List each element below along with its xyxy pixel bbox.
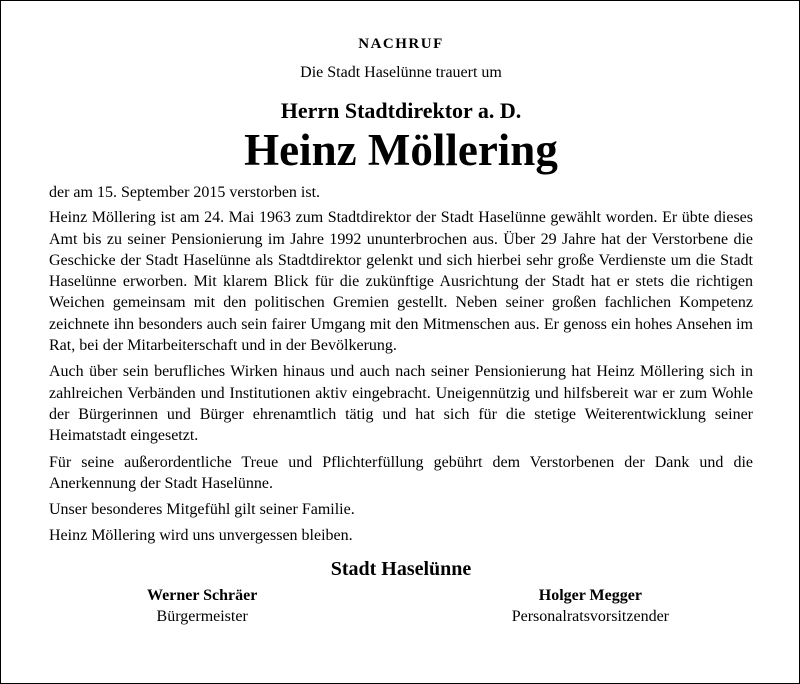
- death-date-line: der am 15. September 2015 verstorben ist.: [49, 184, 321, 201]
- paragraph-remembrance: Heinz Möllering wird uns unvergessen bleiben.: [49, 527, 353, 545]
- signer-staff-council: [512, 585, 669, 627]
- signer-mayor: [147, 585, 257, 627]
- deceased-title: Herrn Stadtdirektor a. D.: [280, 98, 522, 123]
- deceased-name: Heinz Möllering: [244, 125, 558, 175]
- signer-role: Personalratsvorsitzender: [511, 607, 669, 625]
- paragraph-career: Heinz Möllering ist am 24. Mai 1963 zum Stadtdirektor der Stadt Haselünne gewählt worden. Er übte dieses Amt bis zu seiner Pensionierung im Jahre 1992 ununterbrochen aus. Über 29 Jahre hat der Verstorbene die Geschicke der Stadt Haselünne als Stadtdirektor gelenkt und sich hierbei sehr große Verdienste um die Stadt Haselünne erworben. Mit klarem Blick für die zukünftige Ausrichtung der Stadt hat er stets die richtigen Weichen gemeinsam mit den politischen Gremien gestellt. Neben seiner großen fachlichen Kompetenz zeichnete ihn besonders auch sein fairer Umgang mit den Mitmenschen aus. Er genoss ein hohes Ansehen im Rat, bei der Mitarbeiterschaft und in der Bevölkerung.: [49, 209, 753, 355]
- signer-role: Bürgermeister: [156, 607, 248, 625]
- paragraph-gratitude: Für seine außerordentliche Treue und Pflichterfüllung gebührt dem Verstorbenen der Dank und die Anerkennung der Stadt Haselünne.: [49, 453, 753, 492]
- signatories: [49, 585, 753, 627]
- organization-name: Stadt Haselünne: [330, 557, 472, 580]
- paragraph-volunteering: Auch über sein berufliches Wirken hinaus und auch nach seiner Pensionierung hat Heinz Möllering sich in zahlreichen Verbänden und Institutionen aktiv eingebracht. Uneigennützig und hilfsbereit war er zum Wohle der Bürgerinnen und Bürger ehrenamtlich tätig und hat sich für die stetige Weiterentwicklung seiner Heimatstadt eingesetzt.: [49, 363, 753, 445]
- notice-heading: NACHRUF: [358, 36, 444, 52]
- paragraph-condolence: Unser besonderes Mitgefühl gilt seiner Familie.: [49, 501, 355, 519]
- intro-line: Die Stadt Haselünne trauert um: [300, 64, 502, 81]
- signer-name: Werner Schräer: [147, 586, 258, 604]
- signer-name: Holger Megger: [538, 586, 642, 604]
